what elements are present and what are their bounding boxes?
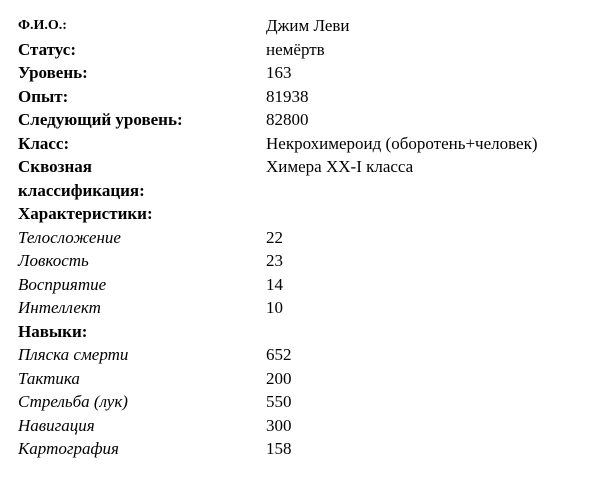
next-level-label: Следующий уровень:	[18, 110, 183, 129]
next-level-row	[18, 108, 578, 132]
fio-value: Джим Леви	[266, 16, 350, 35]
characteristic-value: 10	[266, 298, 283, 317]
skills-heading-row	[18, 320, 578, 344]
level-label: Уровень:	[18, 63, 88, 82]
class-row	[18, 132, 578, 156]
status-row	[18, 38, 578, 62]
characteristic-name: Интеллект	[18, 298, 101, 317]
class-value: Некрохимероид (оборотень+человек)	[266, 133, 538, 153]
skill-name: Стрельба (лук)	[18, 392, 128, 411]
skill-value: 200	[266, 368, 292, 388]
skills-heading: Навыки:	[18, 321, 88, 341]
cross-classification-value: Химера XX-I класса	[266, 157, 414, 176]
skill-value: 550	[266, 392, 292, 411]
skill-row	[18, 367, 578, 391]
character-sheet	[18, 14, 578, 461]
characteristics-heading-row	[18, 202, 578, 226]
skill-value: 652	[266, 345, 292, 364]
cross-classification-label-line1: Сквозная	[18, 157, 92, 176]
skill-row	[18, 343, 578, 367]
characteristic-row	[18, 226, 578, 250]
level-row	[18, 61, 578, 85]
experience-row	[18, 85, 578, 109]
skill-value: 158	[266, 439, 292, 458]
characteristic-row	[18, 273, 578, 297]
skill-row	[18, 390, 578, 414]
characteristic-value: 14	[266, 274, 283, 294]
next-level-value: 82800	[266, 110, 309, 129]
status-label: Статус:	[18, 39, 76, 59]
characteristic-value: 22	[266, 227, 283, 247]
skill-name: Навигация	[18, 415, 95, 435]
characteristic-name: Восприятие	[18, 274, 107, 294]
characteristic-name: Телосложение	[18, 227, 121, 247]
cross-classification-row	[18, 155, 578, 202]
experience-value: 81938	[266, 86, 309, 106]
skill-value: 300	[266, 415, 292, 435]
skill-row	[18, 414, 578, 438]
status-value: немёртв	[266, 39, 325, 59]
level-value: 163	[266, 63, 292, 82]
class-label: Класс:	[18, 133, 70, 153]
cross-classification-label	[18, 155, 266, 202]
experience-label: Опыт:	[18, 86, 69, 106]
cross-classification-label-line2: классификация:	[18, 180, 145, 200]
characteristic-name: Ловкость	[18, 251, 89, 270]
characteristic-value: 23	[266, 251, 283, 270]
characteristic-row	[18, 296, 578, 320]
characteristics-heading: Характеристики:	[18, 204, 153, 223]
skill-row	[18, 437, 578, 461]
skill-name: Тактика	[18, 368, 80, 388]
fio-label: Ф.И.О.:	[18, 18, 67, 33]
characteristic-row	[18, 249, 578, 273]
skill-name: Пляска смерти	[18, 345, 129, 364]
fio-row	[18, 14, 578, 38]
skill-name: Картография	[18, 439, 119, 458]
